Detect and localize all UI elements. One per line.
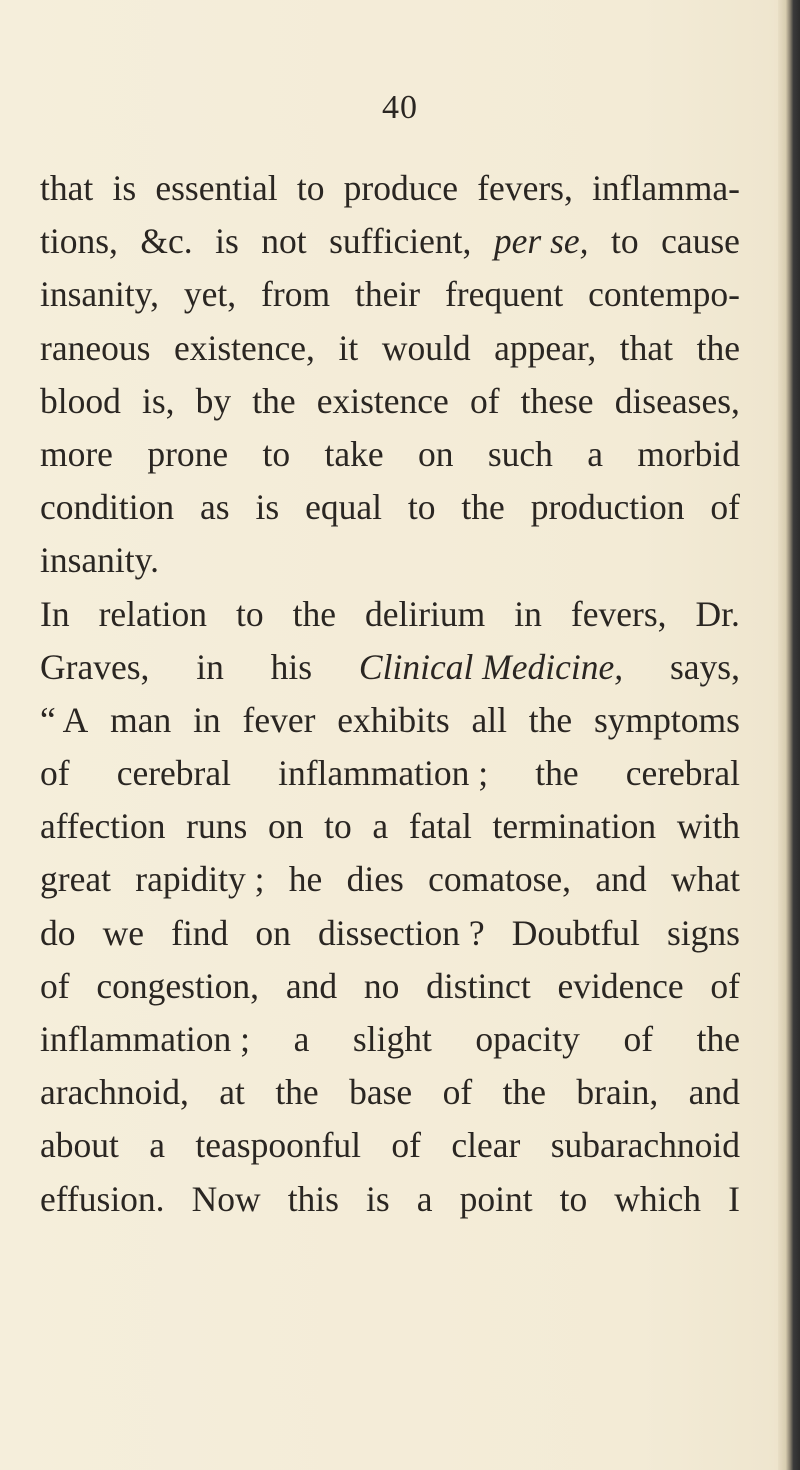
word: to: [559, 1178, 588, 1219]
word: on: [418, 433, 454, 474]
word: is: [255, 487, 280, 528]
word: insanity.: [40, 540, 159, 581]
word: to: [324, 806, 352, 847]
word: do: [40, 912, 76, 953]
text-line: [40, 960, 740, 1013]
word: evidence: [557, 965, 684, 1006]
word: yet,: [183, 274, 237, 315]
text-line: [40, 534, 740, 587]
word: appear,: [494, 327, 597, 368]
word: of: [710, 487, 740, 528]
word: dissection ?: [317, 912, 485, 953]
word: symptoms: [593, 699, 740, 740]
word: and: [595, 859, 647, 900]
word: at: [219, 1072, 245, 1113]
word: this: [287, 1178, 339, 1219]
word: the: [252, 380, 296, 421]
word: distinct: [426, 965, 531, 1006]
word: of: [469, 380, 500, 421]
word: delirium: [365, 593, 486, 634]
word: a: [372, 806, 389, 847]
word: a: [149, 1125, 166, 1166]
word: base: [349, 1072, 413, 1113]
word: “ A: [40, 699, 89, 740]
word: dies: [346, 859, 404, 900]
word: take: [324, 433, 384, 474]
word: production: [530, 487, 685, 528]
word: to: [236, 593, 264, 634]
word: blood: [40, 380, 121, 421]
word: existence,: [173, 327, 315, 368]
word: the: [696, 327, 740, 368]
word: point: [459, 1178, 533, 1219]
word: of: [710, 965, 740, 1006]
word: of: [40, 965, 70, 1006]
word: relation: [98, 593, 208, 634]
word: I: [728, 1178, 740, 1219]
word: raneous: [40, 327, 151, 368]
word: diseases,: [614, 380, 740, 421]
word: to: [262, 433, 291, 474]
word: the: [535, 753, 579, 794]
word: frequent: [444, 274, 564, 315]
word: existence: [316, 380, 449, 421]
word: essential: [155, 168, 278, 208]
word: by: [195, 380, 232, 421]
word: on: [255, 912, 291, 953]
word: subarachnoid: [550, 1125, 740, 1166]
word: is: [112, 168, 137, 208]
text-line: [40, 162, 740, 215]
text-line: [40, 853, 740, 906]
word: of: [391, 1125, 421, 1166]
word: the: [528, 699, 573, 740]
word: from: [261, 274, 331, 315]
word: In: [40, 593, 70, 634]
word: to: [296, 168, 325, 208]
text-line: [40, 481, 740, 534]
word: which: [614, 1178, 702, 1219]
text-line: [40, 1066, 740, 1119]
word: the: [275, 1072, 319, 1113]
word: in: [193, 699, 221, 740]
word: the: [292, 593, 337, 634]
word: not: [261, 221, 307, 262]
word: cerebral: [625, 753, 740, 794]
word: to: [407, 487, 436, 528]
word: &c.: [140, 221, 193, 262]
word: is: [215, 221, 239, 262]
word: produce: [343, 168, 459, 208]
word: his: [270, 646, 313, 687]
word: great: [40, 859, 111, 900]
word: congestion,: [96, 965, 260, 1006]
word: these: [520, 380, 594, 421]
italic-phrase: per se,: [493, 221, 589, 262]
word: about: [40, 1125, 119, 1166]
word: says,: [669, 646, 740, 687]
word: the: [502, 1072, 546, 1113]
word: teaspoonful: [195, 1125, 362, 1166]
word: comatose,: [428, 859, 572, 900]
word: and: [285, 965, 338, 1006]
word: Graves,: [40, 646, 150, 687]
word: contempo-: [588, 274, 740, 315]
book-binding-edge: [778, 0, 800, 1470]
word: a: [293, 1019, 310, 1059]
text-line: [40, 1119, 740, 1172]
word: clear: [451, 1125, 521, 1166]
word: sufficient,: [329, 221, 472, 262]
word: brain,: [576, 1072, 659, 1113]
word: he: [288, 859, 323, 900]
word: it: [338, 327, 359, 368]
word: inflamma-: [592, 168, 740, 208]
word: of: [40, 753, 70, 794]
text-line: [40, 215, 740, 268]
word: fatal: [408, 806, 472, 847]
word: inflammation ;: [278, 753, 489, 794]
book-title: Clinical Medicine,: [358, 646, 624, 687]
word: we: [102, 912, 144, 953]
word: as: [200, 487, 230, 528]
word: signs: [666, 912, 740, 953]
word: find: [171, 912, 229, 953]
word: equal: [305, 487, 382, 528]
word: rapidity ;: [135, 859, 265, 900]
word: what: [670, 859, 740, 900]
word: is: [366, 1178, 390, 1219]
word: more: [40, 433, 113, 474]
word: would: [381, 327, 471, 368]
text-line: [40, 694, 740, 747]
word: effusion.: [40, 1178, 165, 1219]
word: exhibits: [337, 699, 450, 740]
text-line: [40, 268, 740, 321]
word: on: [267, 806, 304, 847]
word: to: [611, 221, 639, 262]
word: the: [461, 487, 505, 528]
word: in: [196, 646, 224, 687]
text-line: [40, 747, 740, 800]
text-line: [40, 800, 740, 853]
page-number: 40: [382, 89, 418, 126]
text-line: [40, 641, 740, 694]
word: and: [688, 1072, 740, 1113]
word: arachnoid,: [40, 1072, 189, 1113]
text-line: [40, 1013, 740, 1066]
word: opacity: [475, 1019, 580, 1059]
word: a: [416, 1178, 433, 1219]
word: man: [110, 699, 172, 740]
word: all: [471, 699, 507, 740]
word: fevers,: [477, 168, 573, 208]
text-line: [40, 322, 740, 375]
word: the: [696, 1019, 740, 1059]
word: morbid: [637, 433, 740, 474]
word: condition: [40, 487, 175, 528]
word: cerebral: [116, 753, 231, 794]
word: a: [587, 433, 604, 474]
text-line: [40, 428, 740, 481]
word: of: [442, 1072, 473, 1113]
text-line: [40, 375, 740, 428]
body-text: [40, 162, 740, 1226]
word: fever: [242, 699, 316, 740]
word: insanity,: [40, 274, 159, 315]
word: is,: [141, 380, 175, 421]
text-line: [40, 907, 740, 960]
word: inflammation ;: [40, 1019, 251, 1059]
word: no: [363, 965, 400, 1006]
word: Now: [191, 1178, 261, 1219]
word: tions,: [40, 221, 118, 262]
word: fevers,: [570, 593, 667, 634]
word: affection: [40, 806, 166, 847]
word: of: [623, 1019, 654, 1059]
word: termination: [492, 806, 657, 847]
word: Dr.: [695, 593, 740, 634]
word: cause: [661, 221, 740, 262]
word: such: [487, 433, 553, 474]
word: slight: [352, 1019, 432, 1059]
text-line: [40, 1173, 740, 1226]
word: with: [676, 806, 740, 847]
word: their: [354, 274, 421, 315]
word: in: [514, 593, 542, 634]
word: prone: [147, 433, 229, 474]
word: that: [40, 168, 94, 208]
word: that: [619, 327, 674, 368]
text-line: [40, 588, 740, 641]
word: runs: [186, 806, 248, 847]
word: Doubtful: [511, 912, 640, 953]
